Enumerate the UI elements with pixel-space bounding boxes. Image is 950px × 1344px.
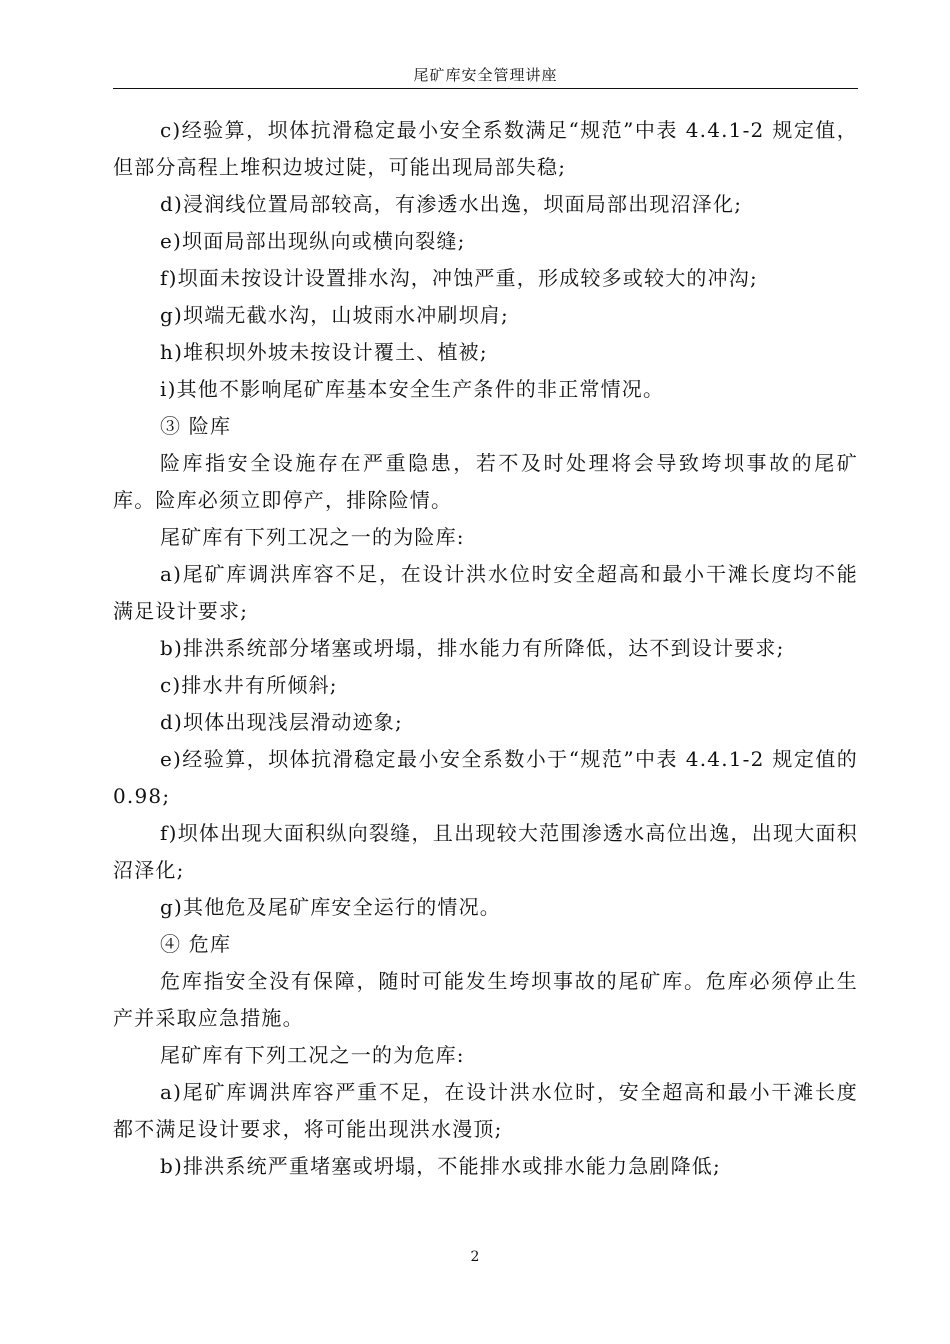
- paragraph: d)浸润线位置局部较高，有渗透水出逸，坝面局部出现沼泽化;: [160, 192, 743, 216]
- paragraph: 尾矿库有下列工况之一的为险库:: [160, 525, 465, 549]
- paragraph: c)经验算，坝体抗滑稳定最小安全系数满足“规范”中表 4.4.1-2 规定值，但部分高程上堆积边坡过陡，可能出现局部失稳;: [113, 118, 858, 179]
- page-header-title: 尾矿库安全管理讲座: [413, 66, 558, 84]
- section-heading: ③ 险库: [160, 414, 232, 438]
- paragraph: a)尾矿库调洪库容严重不足，在设计洪水位时，安全超高和最小干滩长度都不满足设计要求，将可能出现洪水漫顶;: [113, 1080, 858, 1141]
- document-body: [113, 112, 858, 1185]
- paragraph: b)排洪系统严重堵塞或坍塌，不能排水或排水能力急剧降低;: [160, 1154, 721, 1178]
- page-number: 2: [470, 1249, 480, 1265]
- paragraph: g)其他危及尾矿库安全运行的情况。: [160, 895, 502, 919]
- section-heading: ④ 危库: [160, 932, 232, 956]
- paragraph: h)堆积坝外坡未按设计覆土、植被;: [160, 340, 488, 364]
- paragraph: g)坝端无截水沟，山坡雨水冲刷坝肩;: [160, 303, 509, 327]
- paragraph: b)排洪系统部分堵塞或坍塌，排水能力有所降低，达不到设计要求;: [160, 636, 785, 660]
- paragraph: f)坝面未按设计设置排水沟，冲蚀严重，形成较多或较大的冲沟;: [160, 266, 758, 290]
- paragraph: e)经验算，坝体抗滑稳定最小安全系数小于“规范”中表 4.4.1-2 规定值的 0.98;: [113, 747, 858, 808]
- paragraph: e)坝面局部出现纵向或横向裂缝;: [160, 229, 466, 253]
- paragraph: a)尾矿库调洪库容不足，在设计洪水位时安全超高和最小干滩长度均不能满足设计要求;: [113, 562, 858, 623]
- paragraph: f)坝体出现大面积纵向裂缝，且出现较大范围渗透水高位出逸，出现大面积沼泽化;: [113, 821, 858, 882]
- paragraph: i)其他不影响尾矿库基本安全生产条件的非正常情况。: [160, 377, 665, 401]
- paragraph: 尾矿库有下列工况之一的为危库:: [160, 1043, 465, 1067]
- header-divider: [113, 88, 858, 89]
- paragraph: c)排水井有所倾斜;: [160, 673, 338, 697]
- paragraph: 险库指安全设施存在严重隐患，若不及时处理将会导致垮坝事故的尾矿库。险库必须立即停产，排除险情。: [113, 451, 858, 512]
- paragraph: d)坝体出现浅层滑动迹象;: [160, 710, 403, 734]
- paragraph: 危库指安全没有保障，随时可能发生垮坝事故的尾矿库。危库必须停止生产并采取应急措施。: [113, 969, 858, 1030]
